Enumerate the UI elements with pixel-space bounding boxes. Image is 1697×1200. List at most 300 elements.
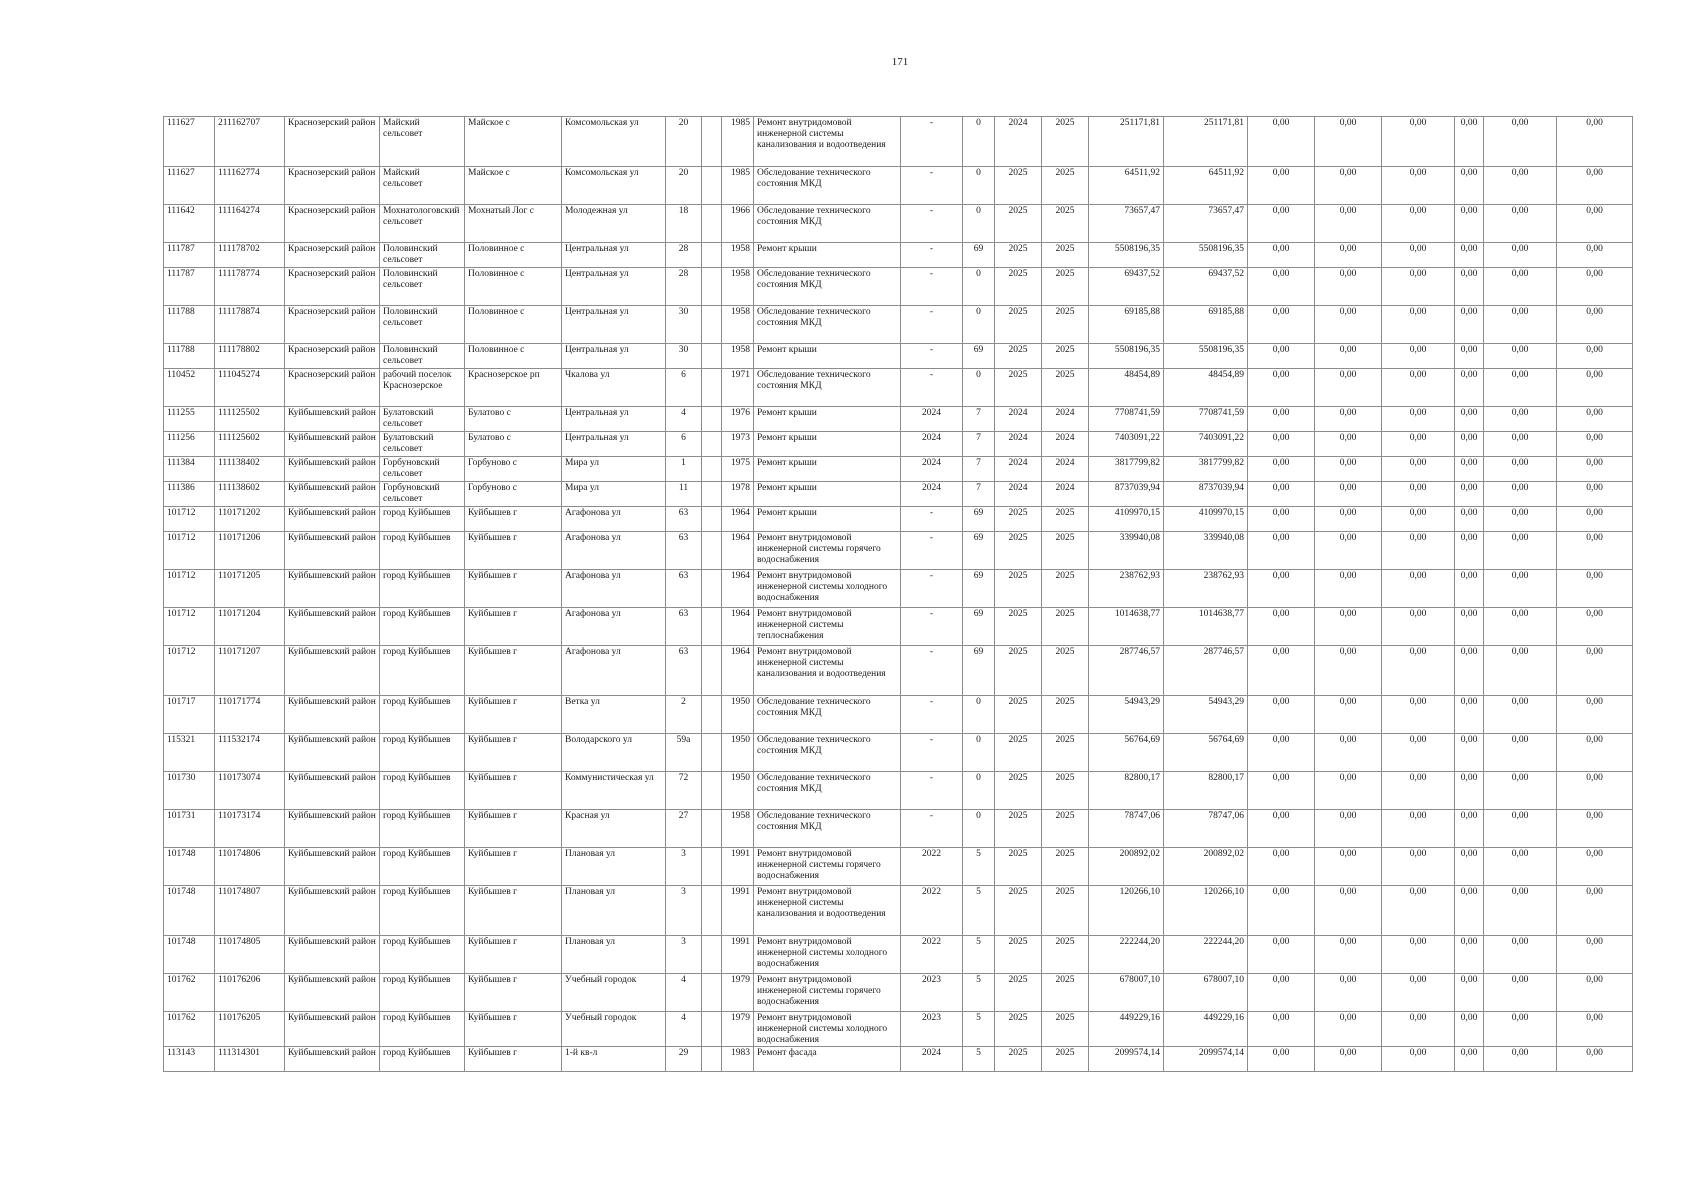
row-total: 82800,17 xyxy=(1164,772,1248,810)
row-value-1: 0,00 xyxy=(1248,936,1315,974)
row-value-5: 0,00 xyxy=(1484,810,1557,848)
row-value-2: 0,00 xyxy=(1315,532,1382,570)
row-planned-year: - xyxy=(901,646,963,696)
row-year-start: 2025 xyxy=(995,772,1042,810)
row-value-2: 0,00 xyxy=(1315,1047,1382,1072)
row-value-4: 0,00 xyxy=(1455,608,1484,646)
row-year: 1964 xyxy=(722,646,754,696)
row-id: 111788 xyxy=(164,306,215,344)
row-district: Куйбышевский район xyxy=(285,886,380,936)
row-building xyxy=(702,696,722,734)
row-value-3: 0,00 xyxy=(1382,507,1455,532)
row-lifetime: 0 xyxy=(963,268,995,306)
row-value-1: 0,00 xyxy=(1248,570,1315,608)
row-work-type: Ремонт крыши xyxy=(754,432,901,457)
row-house: 28 xyxy=(666,243,702,268)
row-house: 4 xyxy=(666,1012,702,1047)
row-code: 111178774 xyxy=(215,268,285,306)
row-value-3: 0,00 xyxy=(1382,974,1455,1012)
row-value-1: 0,00 xyxy=(1248,243,1315,268)
row-street: Мира ул xyxy=(562,457,666,482)
row-planned-year: - xyxy=(901,696,963,734)
row-district: Куйбышевский район xyxy=(285,532,380,570)
row-district: Куйбышевский район xyxy=(285,432,380,457)
row-cost: 54943,29 xyxy=(1089,696,1164,734)
row-locality: Куйбышев г xyxy=(465,1012,562,1047)
row-planned-year: 2024 xyxy=(901,457,963,482)
row-lifetime: 0 xyxy=(963,734,995,772)
row-value-3: 0,00 xyxy=(1382,886,1455,936)
table-row xyxy=(164,268,1633,306)
row-value-1: 0,00 xyxy=(1248,772,1315,810)
row-street: Плановая ул xyxy=(562,848,666,886)
row-value-1: 0,00 xyxy=(1248,306,1315,344)
row-total: 7708741,59 xyxy=(1164,407,1248,432)
row-value-5: 0,00 xyxy=(1484,457,1557,482)
row-total: 5508196,35 xyxy=(1164,344,1248,369)
row-district: Куйбышевский район xyxy=(285,507,380,532)
row-value-6: 0,00 xyxy=(1557,205,1633,243)
row-cost: 7403091,22 xyxy=(1089,432,1164,457)
row-value-6: 0,00 xyxy=(1557,344,1633,369)
row-work-type: Ремонт внутридомовой инженерной системы горячего водоснабжения xyxy=(754,532,901,570)
row-year-end: 2025 xyxy=(1042,167,1089,205)
row-year: 1964 xyxy=(722,507,754,532)
row-house: 20 xyxy=(666,167,702,205)
row-value-1: 0,00 xyxy=(1248,117,1315,167)
row-work-type: Ремонт внутридомовой инженерной системы канализования и водоотведения xyxy=(754,117,901,167)
row-year-end: 2025 xyxy=(1042,810,1089,848)
row-lifetime: 0 xyxy=(963,167,995,205)
row-value-6: 0,00 xyxy=(1557,457,1633,482)
row-year-end: 2025 xyxy=(1042,1012,1089,1047)
row-code: 111138402 xyxy=(215,457,285,482)
row-value-6: 0,00 xyxy=(1557,608,1633,646)
row-planned-year: - xyxy=(901,369,963,407)
row-value-1: 0,00 xyxy=(1248,734,1315,772)
row-id: 111627 xyxy=(164,167,215,205)
row-house: 28 xyxy=(666,268,702,306)
table-row xyxy=(164,570,1633,608)
row-street: Мира ул xyxy=(562,482,666,507)
row-house: 20 xyxy=(666,117,702,167)
row-house: 59а xyxy=(666,734,702,772)
row-settlement: Майский сельсовет xyxy=(380,167,465,205)
row-work-type: Ремонт внутридомовой инженерной системы теплоснабжения xyxy=(754,608,901,646)
row-year-start: 2025 xyxy=(995,243,1042,268)
row-value-4: 0,00 xyxy=(1455,432,1484,457)
row-year: 1958 xyxy=(722,243,754,268)
row-locality: Куйбышев г xyxy=(465,570,562,608)
row-work-type: Ремонт крыши xyxy=(754,457,901,482)
row-locality: Горбуново с xyxy=(465,482,562,507)
row-total: 339940,08 xyxy=(1164,532,1248,570)
row-year-start: 2025 xyxy=(995,1012,1042,1047)
row-value-3: 0,00 xyxy=(1382,848,1455,886)
row-locality: Мохнатый Лог с xyxy=(465,205,562,243)
row-settlement: город Куйбышев xyxy=(380,810,465,848)
row-value-1: 0,00 xyxy=(1248,507,1315,532)
row-planned-year: 2024 xyxy=(901,432,963,457)
row-year-end: 2025 xyxy=(1042,848,1089,886)
row-house: 2 xyxy=(666,696,702,734)
row-building xyxy=(702,886,722,936)
row-year-start: 2025 xyxy=(995,570,1042,608)
row-year-start: 2025 xyxy=(995,507,1042,532)
row-value-4: 0,00 xyxy=(1455,205,1484,243)
row-value-2: 0,00 xyxy=(1315,205,1382,243)
row-district: Куйбышевский район xyxy=(285,696,380,734)
row-planned-year: - xyxy=(901,507,963,532)
row-year: 1950 xyxy=(722,734,754,772)
row-code: 110174806 xyxy=(215,848,285,886)
row-value-5: 0,00 xyxy=(1484,306,1557,344)
row-work-type: Ремонт внутридомовой инженерной системы канализования и водоотведения xyxy=(754,646,901,696)
row-locality: Куйбышев г xyxy=(465,608,562,646)
row-lifetime: 7 xyxy=(963,432,995,457)
row-street: Учебный городок xyxy=(562,1012,666,1047)
row-value-1: 0,00 xyxy=(1248,369,1315,407)
row-value-5: 0,00 xyxy=(1484,696,1557,734)
row-value-3: 0,00 xyxy=(1382,1047,1455,1072)
row-street: Плановая ул xyxy=(562,936,666,974)
row-year: 1958 xyxy=(722,810,754,848)
row-total: 64511,92 xyxy=(1164,167,1248,205)
row-value-2: 0,00 xyxy=(1315,344,1382,369)
row-work-type: Ремонт крыши xyxy=(754,243,901,268)
row-value-5: 0,00 xyxy=(1484,407,1557,432)
row-work-type: Ремонт крыши xyxy=(754,407,901,432)
row-lifetime: 0 xyxy=(963,369,995,407)
row-house: 11 xyxy=(666,482,702,507)
row-planned-year: - xyxy=(901,344,963,369)
row-cost: 64511,92 xyxy=(1089,167,1164,205)
row-value-2: 0,00 xyxy=(1315,608,1382,646)
row-building xyxy=(702,167,722,205)
row-value-1: 0,00 xyxy=(1248,696,1315,734)
row-year: 1976 xyxy=(722,407,754,432)
row-total: 449229,16 xyxy=(1164,1012,1248,1047)
row-settlement: Половинский сельсовет xyxy=(380,243,465,268)
row-planned-year: - xyxy=(901,532,963,570)
row-district: Куйбышевский район xyxy=(285,482,380,507)
table-row xyxy=(164,243,1633,268)
row-value-3: 0,00 xyxy=(1382,205,1455,243)
row-year-end: 2025 xyxy=(1042,344,1089,369)
row-year-start: 2025 xyxy=(995,167,1042,205)
row-settlement: Горбуновский сельсовет xyxy=(380,482,465,507)
row-value-2: 0,00 xyxy=(1315,772,1382,810)
row-value-3: 0,00 xyxy=(1382,1012,1455,1047)
row-total: 2099574,14 xyxy=(1164,1047,1248,1072)
row-code: 110173074 xyxy=(215,772,285,810)
row-locality: Горбуново с xyxy=(465,457,562,482)
row-street: Агафонова ул xyxy=(562,646,666,696)
row-code: 111178802 xyxy=(215,344,285,369)
row-district: Куйбышевский район xyxy=(285,646,380,696)
table-row xyxy=(164,117,1633,167)
row-value-5: 0,00 xyxy=(1484,734,1557,772)
row-building xyxy=(702,432,722,457)
table-row xyxy=(164,457,1633,482)
row-building xyxy=(702,268,722,306)
row-value-5: 0,00 xyxy=(1484,570,1557,608)
row-planned-year: - xyxy=(901,167,963,205)
row-cost: 4109970,15 xyxy=(1089,507,1164,532)
row-id: 101712 xyxy=(164,608,215,646)
table-row xyxy=(164,1047,1633,1072)
row-value-2: 0,00 xyxy=(1315,117,1382,167)
row-id: 111255 xyxy=(164,407,215,432)
row-year-end: 2025 xyxy=(1042,570,1089,608)
row-id: 101712 xyxy=(164,532,215,570)
row-total: 5508196,35 xyxy=(1164,243,1248,268)
row-street: Молодежная ул xyxy=(562,205,666,243)
table-row xyxy=(164,369,1633,407)
row-value-4: 0,00 xyxy=(1455,407,1484,432)
row-value-2: 0,00 xyxy=(1315,507,1382,532)
row-year-start: 2025 xyxy=(995,1047,1042,1072)
row-settlement: Булатовский сельсовет xyxy=(380,432,465,457)
row-value-3: 0,00 xyxy=(1382,936,1455,974)
row-year: 1985 xyxy=(722,117,754,167)
row-lifetime: 5 xyxy=(963,886,995,936)
table-row xyxy=(164,205,1633,243)
row-cost: 69185,88 xyxy=(1089,306,1164,344)
row-year: 1950 xyxy=(722,772,754,810)
row-value-6: 0,00 xyxy=(1557,696,1633,734)
row-year-end: 2025 xyxy=(1042,974,1089,1012)
row-lifetime: 0 xyxy=(963,205,995,243)
row-code: 111178874 xyxy=(215,306,285,344)
row-total: 69437,52 xyxy=(1164,268,1248,306)
row-street: Чкалова ул xyxy=(562,369,666,407)
row-id: 111787 xyxy=(164,268,215,306)
row-planned-year: 2022 xyxy=(901,886,963,936)
row-value-1: 0,00 xyxy=(1248,810,1315,848)
row-house: 63 xyxy=(666,532,702,570)
row-planned-year: - xyxy=(901,810,963,848)
row-year: 1958 xyxy=(722,306,754,344)
row-work-type: Ремонт внутридомовой инженерной системы холодного водоснабжения xyxy=(754,1012,901,1047)
row-settlement: город Куйбышев xyxy=(380,570,465,608)
row-locality: Майское с xyxy=(465,167,562,205)
row-year-start: 2024 xyxy=(995,407,1042,432)
table-row xyxy=(164,407,1633,432)
row-work-type: Ремонт внутридомовой инженерной системы холодного водоснабжения xyxy=(754,570,901,608)
row-street: Центральная ул xyxy=(562,344,666,369)
row-value-1: 0,00 xyxy=(1248,1047,1315,1072)
row-district: Куйбышевский район xyxy=(285,974,380,1012)
row-building xyxy=(702,1047,722,1072)
row-planned-year: - xyxy=(901,205,963,243)
row-work-type: Обследование технического состояния МКД xyxy=(754,369,901,407)
row-value-2: 0,00 xyxy=(1315,167,1382,205)
row-district: Краснозерский район xyxy=(285,306,380,344)
row-house: 6 xyxy=(666,369,702,407)
table-row xyxy=(164,507,1633,532)
row-house: 72 xyxy=(666,772,702,810)
row-id: 101731 xyxy=(164,810,215,848)
row-cost: 73657,47 xyxy=(1089,205,1164,243)
row-year-end: 2025 xyxy=(1042,886,1089,936)
row-street: Комсомольская ул xyxy=(562,167,666,205)
row-code: 111178702 xyxy=(215,243,285,268)
row-house: 63 xyxy=(666,608,702,646)
row-cost: 3817799,82 xyxy=(1089,457,1164,482)
row-settlement: город Куйбышев xyxy=(380,646,465,696)
row-year-end: 2025 xyxy=(1042,243,1089,268)
row-total: 238762,93 xyxy=(1164,570,1248,608)
row-lifetime: 5 xyxy=(963,1047,995,1072)
row-value-3: 0,00 xyxy=(1382,369,1455,407)
row-lifetime: 0 xyxy=(963,810,995,848)
row-value-3: 0,00 xyxy=(1382,482,1455,507)
row-lifetime: 5 xyxy=(963,1012,995,1047)
row-value-5: 0,00 xyxy=(1484,117,1557,167)
row-value-5: 0,00 xyxy=(1484,608,1557,646)
row-building xyxy=(702,974,722,1012)
row-value-4: 0,00 xyxy=(1455,306,1484,344)
row-value-1: 0,00 xyxy=(1248,457,1315,482)
row-locality: Куйбышев г xyxy=(465,772,562,810)
row-value-4: 0,00 xyxy=(1455,167,1484,205)
row-value-3: 0,00 xyxy=(1382,117,1455,167)
row-building xyxy=(702,117,722,167)
row-year-start: 2025 xyxy=(995,974,1042,1012)
row-total: 48454,89 xyxy=(1164,369,1248,407)
row-lifetime: 5 xyxy=(963,974,995,1012)
row-year-end: 2025 xyxy=(1042,117,1089,167)
row-house: 18 xyxy=(666,205,702,243)
row-value-4: 0,00 xyxy=(1455,1047,1484,1072)
row-cost: 48454,89 xyxy=(1089,369,1164,407)
row-building xyxy=(702,306,722,344)
row-id: 111642 xyxy=(164,205,215,243)
row-value-4: 0,00 xyxy=(1455,344,1484,369)
row-lifetime: 7 xyxy=(963,407,995,432)
row-house: 30 xyxy=(666,306,702,344)
row-planned-year: - xyxy=(901,608,963,646)
row-id: 101748 xyxy=(164,936,215,974)
page-number: 171 xyxy=(891,56,909,68)
row-code: 211162707 xyxy=(215,117,285,167)
row-street: Центральная ул xyxy=(562,243,666,268)
row-year-start: 2025 xyxy=(995,848,1042,886)
row-value-3: 0,00 xyxy=(1382,570,1455,608)
row-street: Центральная ул xyxy=(562,268,666,306)
row-year: 1958 xyxy=(722,268,754,306)
row-value-6: 0,00 xyxy=(1557,369,1633,407)
table-row xyxy=(164,734,1633,772)
row-settlement: рабочий поселок Краснозерское xyxy=(380,369,465,407)
row-value-4: 0,00 xyxy=(1455,974,1484,1012)
row-total: 69185,88 xyxy=(1164,306,1248,344)
row-cost: 56764,69 xyxy=(1089,734,1164,772)
row-house: 3 xyxy=(666,936,702,974)
row-building xyxy=(702,457,722,482)
row-value-1: 0,00 xyxy=(1248,407,1315,432)
row-value-3: 0,00 xyxy=(1382,457,1455,482)
row-cost: 287746,57 xyxy=(1089,646,1164,696)
row-id: 101730 xyxy=(164,772,215,810)
row-lifetime: 0 xyxy=(963,117,995,167)
row-building xyxy=(702,369,722,407)
row-year-start: 2025 xyxy=(995,810,1042,848)
row-value-3: 0,00 xyxy=(1382,810,1455,848)
row-lifetime: 69 xyxy=(963,608,995,646)
table-row xyxy=(164,167,1633,205)
row-id: 111627 xyxy=(164,117,215,167)
row-planned-year: 2024 xyxy=(901,407,963,432)
row-value-2: 0,00 xyxy=(1315,407,1382,432)
row-settlement: Половинский сельсовет xyxy=(380,344,465,369)
row-id: 101748 xyxy=(164,848,215,886)
row-locality: Куйбышев г xyxy=(465,974,562,1012)
row-year-start: 2025 xyxy=(995,608,1042,646)
row-settlement: Булатовский сельсовет xyxy=(380,407,465,432)
row-year: 1979 xyxy=(722,974,754,1012)
row-value-3: 0,00 xyxy=(1382,608,1455,646)
row-value-2: 0,00 xyxy=(1315,936,1382,974)
row-locality: Куйбышев г xyxy=(465,734,562,772)
row-year-start: 2024 xyxy=(995,457,1042,482)
row-value-4: 0,00 xyxy=(1455,848,1484,886)
row-lifetime: 7 xyxy=(963,457,995,482)
row-value-6: 0,00 xyxy=(1557,407,1633,432)
row-year-start: 2025 xyxy=(995,369,1042,407)
row-code: 111164274 xyxy=(215,205,285,243)
row-year-start: 2025 xyxy=(995,886,1042,936)
row-lifetime: 5 xyxy=(963,936,995,974)
row-street: Агафонова ул xyxy=(562,532,666,570)
row-lifetime: 69 xyxy=(963,344,995,369)
row-street: Учебный городок xyxy=(562,974,666,1012)
row-id: 101762 xyxy=(164,974,215,1012)
row-value-3: 0,00 xyxy=(1382,344,1455,369)
row-code: 110171774 xyxy=(215,696,285,734)
table-row xyxy=(164,646,1633,696)
row-code: 111314301 xyxy=(215,1047,285,1072)
row-street: Агафонова ул xyxy=(562,608,666,646)
row-code: 110174805 xyxy=(215,936,285,974)
row-id: 111787 xyxy=(164,243,215,268)
row-locality: Куйбышев г xyxy=(465,848,562,886)
row-year: 1991 xyxy=(722,848,754,886)
row-value-3: 0,00 xyxy=(1382,432,1455,457)
row-locality: Половинное с xyxy=(465,243,562,268)
row-id: 101712 xyxy=(164,507,215,532)
row-planned-year: 2022 xyxy=(901,936,963,974)
row-year: 1971 xyxy=(722,369,754,407)
row-cost: 78747,06 xyxy=(1089,810,1164,848)
row-planned-year: - xyxy=(901,117,963,167)
row-value-6: 0,00 xyxy=(1557,810,1633,848)
row-value-5: 0,00 xyxy=(1484,936,1557,974)
row-code: 111125502 xyxy=(215,407,285,432)
row-settlement: город Куйбышев xyxy=(380,696,465,734)
row-house: 4 xyxy=(666,974,702,1012)
row-value-5: 0,00 xyxy=(1484,507,1557,532)
row-year-end: 2025 xyxy=(1042,532,1089,570)
row-code: 111532174 xyxy=(215,734,285,772)
row-cost: 8737039,94 xyxy=(1089,482,1164,507)
row-lifetime: 5 xyxy=(963,848,995,886)
row-value-4: 0,00 xyxy=(1455,570,1484,608)
row-id: 111256 xyxy=(164,432,215,457)
row-value-6: 0,00 xyxy=(1557,532,1633,570)
row-house: 4 xyxy=(666,407,702,432)
